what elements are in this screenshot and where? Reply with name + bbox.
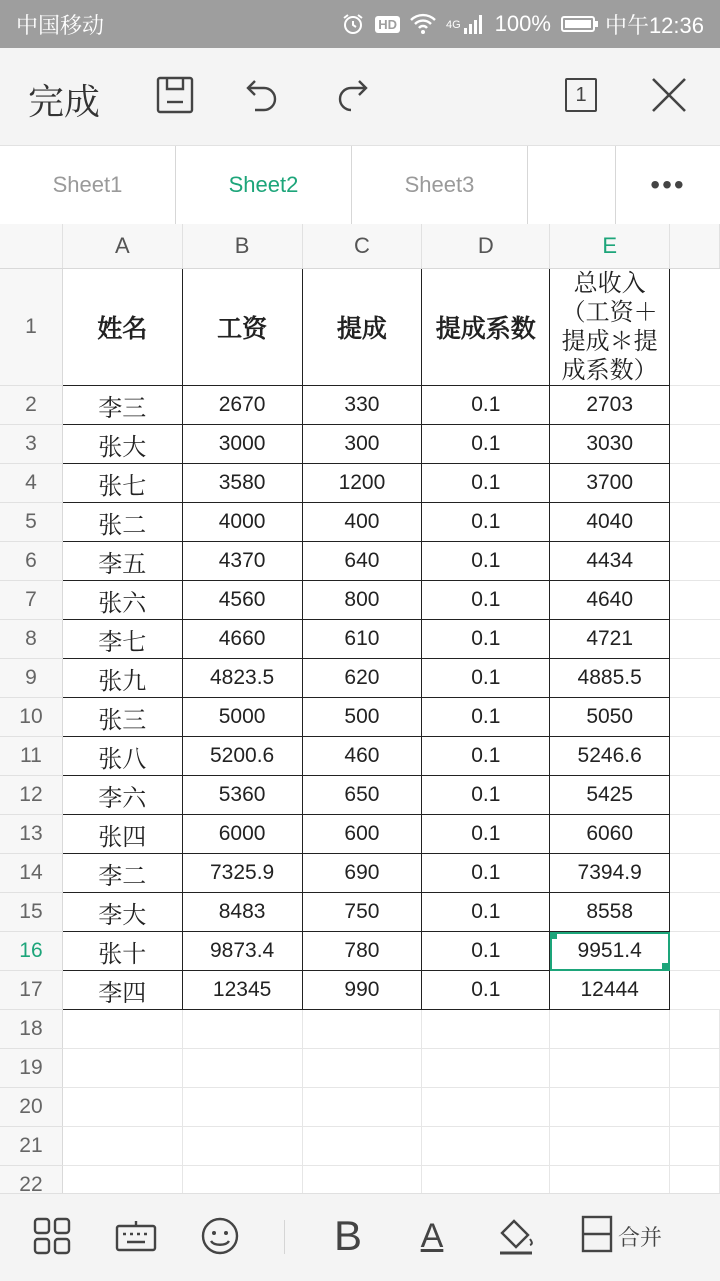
table-row <box>0 425 720 464</box>
empty-cell[interactable] <box>670 1010 720 1049</box>
cell-rate[interactable]: 0.1 <box>422 425 550 464</box>
cell-commission[interactable]: 500 <box>302 698 422 737</box>
signal-icon <box>463 14 485 34</box>
empty-cell[interactable] <box>670 581 720 620</box>
empty-cell[interactable] <box>550 1010 670 1049</box>
undo-icon[interactable] <box>238 70 288 120</box>
table-row <box>0 893 720 932</box>
table-row <box>0 854 720 893</box>
table-row <box>0 581 720 620</box>
apps-icon[interactable] <box>30 1214 74 1258</box>
emoji-icon[interactable] <box>198 1214 242 1258</box>
close-icon[interactable] <box>644 70 694 120</box>
row-number[interactable]: 7 <box>0 581 62 620</box>
cell-commission[interactable]: 690 <box>302 854 422 893</box>
empty-cell[interactable] <box>670 815 720 854</box>
table-row <box>0 776 720 815</box>
cell-total[interactable]: 3700 <box>550 464 670 503</box>
empty-cell[interactable] <box>670 425 720 464</box>
empty-cell[interactable] <box>302 1088 422 1127</box>
row-number[interactable]: 6 <box>0 542 62 581</box>
table-row <box>0 815 720 854</box>
cell-commission[interactable]: 300 <box>302 425 422 464</box>
cell-total[interactable]: 7394.9 <box>550 854 670 893</box>
cell-commission[interactable]: 620 <box>302 659 422 698</box>
table-row <box>0 464 720 503</box>
row-number[interactable]: 22 <box>0 1166 62 1194</box>
cell-name[interactable]: 李三 <box>62 386 182 425</box>
battery-percent: 100% <box>494 11 551 36</box>
merge-label: 合并 <box>618 1224 663 1250</box>
cell-name[interactable]: 李七 <box>62 620 182 659</box>
font-color-label: A <box>420 1217 444 1255</box>
empty-cell[interactable] <box>670 269 720 386</box>
empty-cell[interactable] <box>670 932 720 971</box>
cell-name[interactable]: 李六 <box>62 776 182 815</box>
empty-cell[interactable] <box>550 1127 670 1166</box>
empty-cell[interactable] <box>670 464 720 503</box>
toolbar-separator <box>284 1220 285 1254</box>
empty-cell[interactable] <box>670 1049 720 1088</box>
cell-rate[interactable]: 0.1 <box>422 893 550 932</box>
table-row <box>0 737 720 776</box>
cell-salary[interactable]: 7325.9 <box>182 854 302 893</box>
cell-name[interactable]: 张四 <box>62 815 182 854</box>
sheet-table <box>0 224 720 1193</box>
cell-total[interactable]: 4434 <box>550 542 670 581</box>
empty-cell[interactable] <box>670 1088 720 1127</box>
table-row <box>0 542 720 581</box>
cell-salary[interactable]: 12345 <box>182 971 302 1010</box>
cell-rate[interactable]: 0.1 <box>422 971 550 1010</box>
empty-cell[interactable] <box>550 1166 670 1194</box>
cell-commission[interactable]: 780 <box>302 932 422 971</box>
cell-rate[interactable]: 0.1 <box>422 737 550 776</box>
cell-salary[interactable]: 3000 <box>182 425 302 464</box>
cell-salary[interactable]: 8483 <box>182 893 302 932</box>
cell-salary[interactable]: 4000 <box>182 503 302 542</box>
cell-name[interactable]: 李四 <box>62 971 182 1010</box>
row-number[interactable]: 4 <box>0 464 62 503</box>
bottom-toolbar <box>0 1193 720 1281</box>
cell-name[interactable]: 张八 <box>62 737 182 776</box>
cell-name[interactable]: 张大 <box>62 425 182 464</box>
empty-cell[interactable] <box>670 620 720 659</box>
empty-cell[interactable] <box>302 1010 422 1049</box>
sheet-count: 1 <box>565 78 597 112</box>
row-number[interactable]: 3 <box>0 425 62 464</box>
cell-name[interactable]: 李大 <box>62 893 182 932</box>
row-number[interactable]: 9 <box>0 659 62 698</box>
hd-badge: HD <box>375 16 400 33</box>
row-number[interactable]: 20 <box>0 1088 62 1127</box>
row-number[interactable]: 14 <box>0 854 62 893</box>
cell-commission[interactable]: 990 <box>302 971 422 1010</box>
cell-rate[interactable]: 0.1 <box>422 464 550 503</box>
empty-cell[interactable] <box>422 1088 550 1127</box>
cell-salary[interactable]: 5200.6 <box>182 737 302 776</box>
cell-rate[interactable]: 0.1 <box>422 932 550 971</box>
cell-rate[interactable]: 0.1 <box>422 386 550 425</box>
cell-rate[interactable]: 0.1 <box>422 854 550 893</box>
header-cell-rate[interactable]: 提成系数 <box>422 269 550 386</box>
empty-cell[interactable] <box>670 737 720 776</box>
empty-cell[interactable] <box>62 1088 182 1127</box>
empty-cell[interactable] <box>670 776 720 815</box>
row-number[interactable]: 16 <box>0 932 62 971</box>
row-number[interactable]: 12 <box>0 776 62 815</box>
cell-total[interactable]: 2703 <box>550 386 670 425</box>
selection-handle-top-left[interactable] <box>550 932 558 940</box>
column-header-row <box>0 224 720 269</box>
table-row <box>0 659 720 698</box>
fill-color-icon[interactable] <box>494 1214 538 1258</box>
empty-cell[interactable] <box>422 1166 550 1194</box>
cell-commission[interactable]: 460 <box>302 737 422 776</box>
table-row <box>0 1127 720 1166</box>
cell-salary[interactable]: 4370 <box>182 542 302 581</box>
clock: 中午12:36 <box>604 12 704 38</box>
cell-commission[interactable]: 800 <box>302 581 422 620</box>
cell-name[interactable]: 张二 <box>62 503 182 542</box>
row-number[interactable]: 10 <box>0 698 62 737</box>
row-number[interactable]: 11 <box>0 737 62 776</box>
empty-cell[interactable] <box>670 893 720 932</box>
empty-cell[interactable] <box>422 1049 550 1088</box>
empty-cell[interactable] <box>670 659 720 698</box>
cell-total[interactable]: 4885.5 <box>550 659 670 698</box>
header-row <box>0 269 720 386</box>
empty-cell[interactable] <box>302 1127 422 1166</box>
row-number[interactable]: 15 <box>0 893 62 932</box>
cell-name[interactable]: 张十 <box>62 932 182 971</box>
cell-total[interactable]: 12444 <box>550 971 670 1010</box>
save-icon[interactable] <box>150 70 200 120</box>
cell-total[interactable]: 4040 <box>550 503 670 542</box>
empty-cell[interactable] <box>182 1127 302 1166</box>
tab-sheet2[interactable]: Sheet2 <box>176 146 352 224</box>
cell-commission[interactable]: 1200 <box>302 464 422 503</box>
alarm-icon <box>341 12 365 36</box>
row-number[interactable]: 8 <box>0 620 62 659</box>
empty-cell[interactable] <box>670 386 720 425</box>
cell-commission[interactable]: 330 <box>302 386 422 425</box>
empty-cell[interactable] <box>670 698 720 737</box>
row-number[interactable]: 1 <box>0 269 62 386</box>
carrier-name: 中国移动 <box>16 12 105 38</box>
cell-rate[interactable]: 0.1 <box>422 620 550 659</box>
cell-total[interactable]: 5246.6 <box>550 737 670 776</box>
cell-rate[interactable]: 0.1 <box>422 542 550 581</box>
cell-name[interactable]: 李五 <box>62 542 182 581</box>
row-number[interactable]: 5 <box>0 503 62 542</box>
cell-commission[interactable]: 650 <box>302 776 422 815</box>
redo-icon[interactable] <box>326 70 376 120</box>
table-row <box>0 932 720 971</box>
merge-cells-button[interactable] <box>580 1214 680 1258</box>
cell-commission[interactable]: 750 <box>302 893 422 932</box>
empty-cell[interactable] <box>670 1166 720 1194</box>
cell-salary[interactable]: 2670 <box>182 386 302 425</box>
empty-cell[interactable] <box>182 1010 302 1049</box>
cell-salary[interactable]: 5000 <box>182 698 302 737</box>
empty-cell[interactable] <box>670 542 720 581</box>
column-header-empty[interactable] <box>670 224 720 269</box>
empty-cell[interactable] <box>670 971 720 1010</box>
row-number[interactable]: 13 <box>0 815 62 854</box>
cell-salary[interactable]: 9873.4 <box>182 932 302 971</box>
selected-cell[interactable]: 9951.4 <box>550 932 670 971</box>
cell-commission[interactable]: 610 <box>302 620 422 659</box>
merge-icon <box>580 1214 614 1259</box>
cell-rate[interactable]: 0.1 <box>422 503 550 542</box>
cell-commission[interactable]: 640 <box>302 542 422 581</box>
cell-name[interactable]: 李二 <box>62 854 182 893</box>
keyboard-icon[interactable] <box>114 1214 158 1258</box>
empty-cell[interactable] <box>62 1010 182 1049</box>
done-button[interactable]: 完成 <box>28 81 101 122</box>
cell-total[interactable]: 5425 <box>550 776 670 815</box>
row-number[interactable]: 18 <box>0 1010 62 1049</box>
cell-total[interactable]: 4640 <box>550 581 670 620</box>
table-row <box>0 386 720 425</box>
cell-total[interactable]: 3030 <box>550 425 670 464</box>
table-row <box>0 1088 720 1127</box>
row-number[interactable]: 17 <box>0 971 62 1010</box>
row-number[interactable]: 21 <box>0 1127 62 1166</box>
empty-cell[interactable] <box>550 1049 670 1088</box>
bold-button[interactable]: B <box>333 1212 362 1259</box>
cell-rate[interactable]: 0.1 <box>422 659 550 698</box>
table-row <box>0 1049 720 1088</box>
cell-rate[interactable]: 0.1 <box>422 815 550 854</box>
cell-name[interactable]: 张九 <box>62 659 182 698</box>
column-header[interactable]: B <box>182 224 302 269</box>
row-number[interactable]: 19 <box>0 1049 62 1088</box>
empty-cell[interactable] <box>62 1166 182 1194</box>
header-cell-commission[interactable]: 提成 <box>302 269 422 386</box>
tab-sheet1[interactable]: Sheet1 <box>0 146 176 224</box>
cell-salary[interactable]: 5360 <box>182 776 302 815</box>
cell-salary[interactable]: 4823.5 <box>182 659 302 698</box>
table-row <box>0 698 720 737</box>
network-type: 4G <box>445 18 461 31</box>
empty-cell[interactable] <box>550 1088 670 1127</box>
empty-cell[interactable] <box>670 503 720 542</box>
cell-rate[interactable]: 0.1 <box>422 581 550 620</box>
cell-name[interactable]: 张六 <box>62 581 182 620</box>
header-cell-total[interactable]: 总收入（工资＋提成＊提成系数） <box>550 269 670 386</box>
battery-icon <box>561 16 595 32</box>
tab-empty <box>528 146 616 224</box>
cell-salary[interactable]: 6000 <box>182 815 302 854</box>
cell-salary[interactable]: 4560 <box>182 581 302 620</box>
status-bar <box>0 0 720 48</box>
column-header[interactable]: A <box>62 224 182 269</box>
empty-cell[interactable] <box>62 1127 182 1166</box>
select-all-corner[interactable] <box>0 224 62 269</box>
table-row <box>0 620 720 659</box>
column-header-selected[interactable]: E <box>550 224 670 269</box>
cell-rate[interactable]: 0.1 <box>422 698 550 737</box>
more-tabs-button[interactable]: ••• <box>650 169 686 200</box>
cell-total[interactable]: 8558 <box>550 893 670 932</box>
table-row <box>0 1166 720 1194</box>
cell-total[interactable]: 6060 <box>550 815 670 854</box>
cell-total[interactable]: 5050 <box>550 698 670 737</box>
selection-handle-bottom-right[interactable] <box>662 963 670 971</box>
column-header[interactable]: C <box>302 224 422 269</box>
empty-cell[interactable] <box>182 1166 302 1194</box>
tab-sheet3[interactable]: Sheet3 <box>352 146 528 224</box>
cell-rate[interactable]: 0.1 <box>422 776 550 815</box>
cell-name[interactable]: 张七 <box>62 464 182 503</box>
cell-salary[interactable]: 3580 <box>182 464 302 503</box>
empty-cell[interactable] <box>182 1088 302 1127</box>
empty-cell[interactable] <box>422 1127 550 1166</box>
sheet-tabs <box>0 146 720 225</box>
font-color-button[interactable] <box>410 1214 454 1258</box>
spreadsheet-grid[interactable] <box>0 224 720 1193</box>
empty-cell[interactable] <box>422 1010 550 1049</box>
wifi-icon <box>410 13 436 35</box>
table-row <box>0 1010 720 1049</box>
empty-cell[interactable] <box>670 854 720 893</box>
empty-cell[interactable] <box>182 1049 302 1088</box>
row-number[interactable]: 2 <box>0 386 62 425</box>
top-toolbar <box>0 48 720 146</box>
sheet-count-button[interactable] <box>556 70 606 120</box>
cell-total[interactable]: 4721 <box>550 620 670 659</box>
table-row <box>0 971 720 1010</box>
cell-commission[interactable]: 400 <box>302 503 422 542</box>
empty-cell[interactable] <box>670 1127 720 1166</box>
cell-name[interactable]: 张三 <box>62 698 182 737</box>
empty-cell[interactable] <box>302 1166 422 1194</box>
empty-cell[interactable] <box>302 1049 422 1088</box>
header-cell-name[interactable]: 姓名 <box>62 269 182 386</box>
empty-cell[interactable] <box>62 1049 182 1088</box>
cell-salary[interactable]: 4660 <box>182 620 302 659</box>
column-header[interactable]: D <box>422 224 550 269</box>
cell-commission[interactable]: 600 <box>302 815 422 854</box>
table-row <box>0 503 720 542</box>
header-cell-salary[interactable]: 工资 <box>182 269 302 386</box>
